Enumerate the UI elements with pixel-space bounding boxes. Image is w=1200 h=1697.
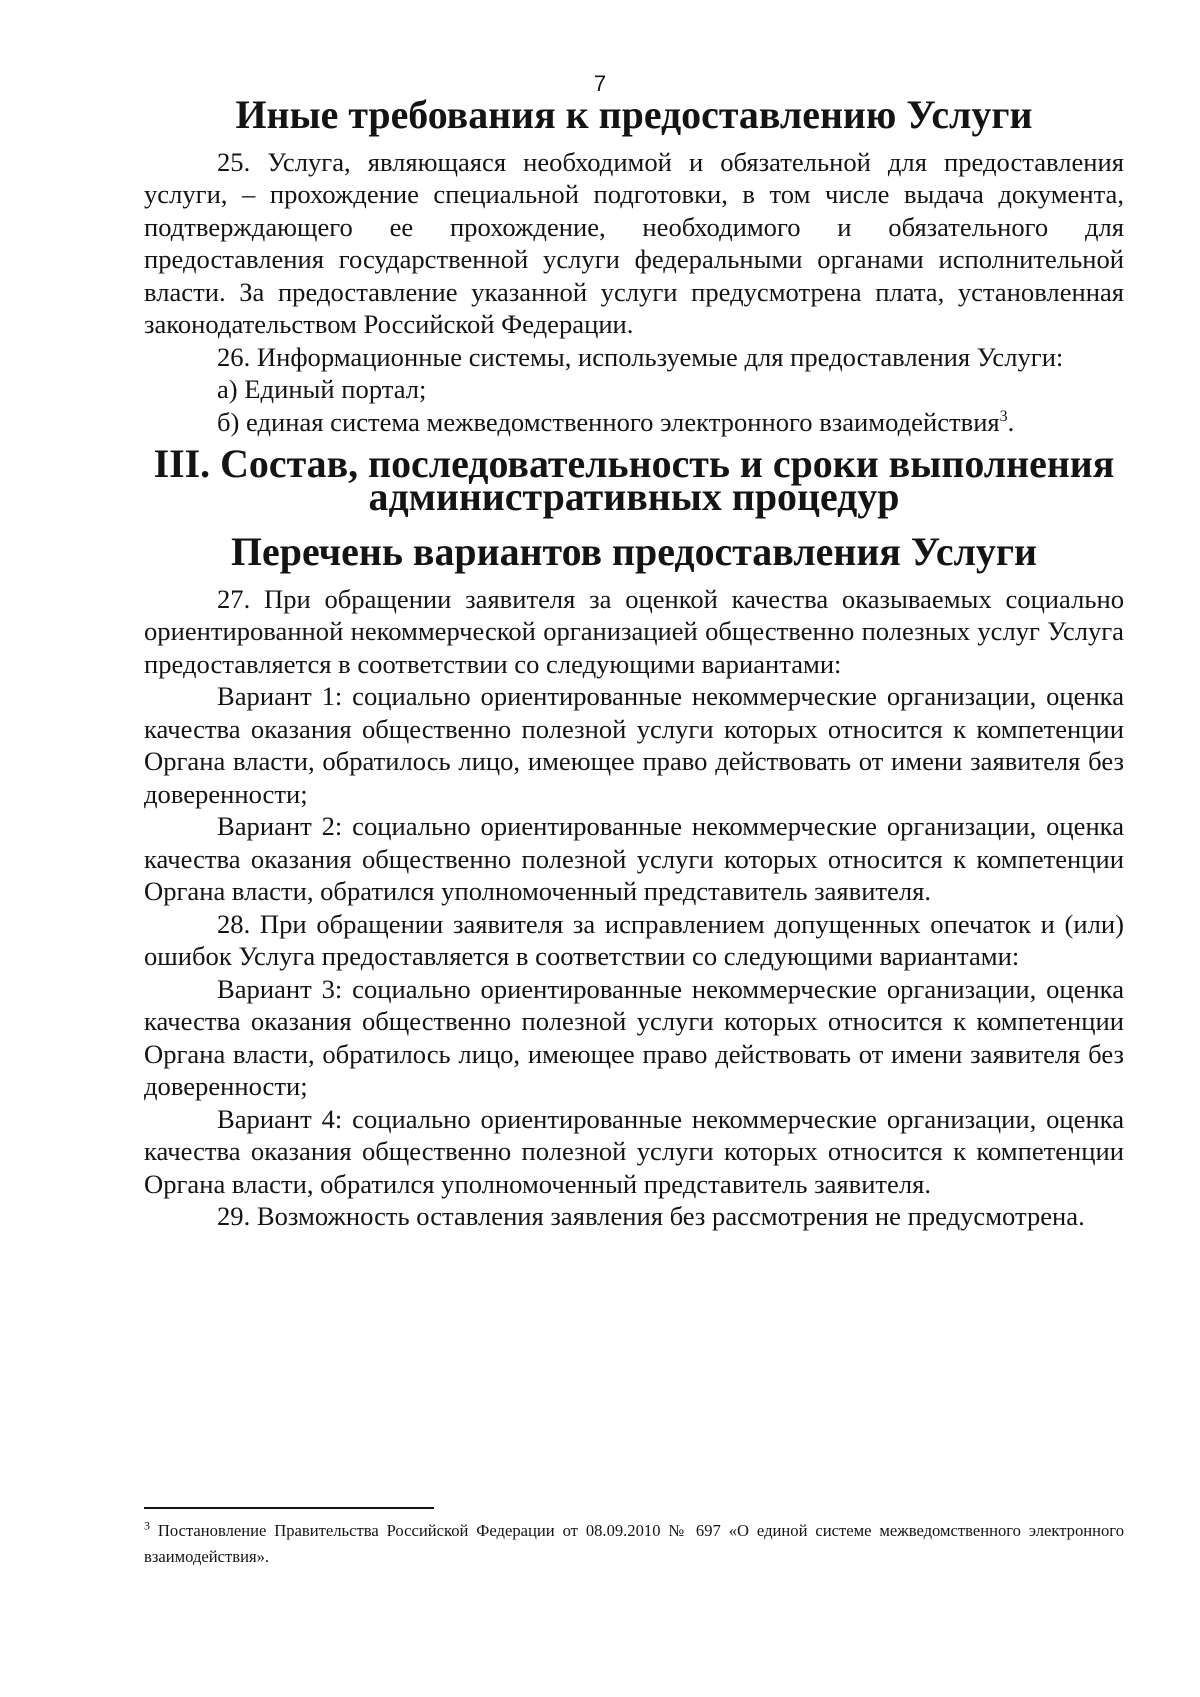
paragraph-26-item-b-end: .	[1007, 406, 1015, 437]
subheading-variants: Перечень вариантов предоставления Услуги	[231, 529, 1037, 574]
paragraph-26-item-a: а) Единый портал;	[217, 374, 427, 404]
variant-3: Вариант 3: социально ориентированные некоммерческие организации, оценка качества оказания общественно полезной услуги которых относится к компетенции Органа власти, обратилось лицо, имеющее право действовать от имени заявителя без доверенности;	[144, 973, 1124, 1101]
paragraph-26-item-b-text: б) единая система межведомственного электронного взаимодействия	[217, 406, 1000, 437]
footnote-separator	[144, 1507, 434, 1509]
paragraph-26-item-b	[144, 406, 1124, 439]
page-content	[144, 92, 1124, 1233]
footnote-text: Постановление Правительства Российской Федерации от 08.09.2010 № 697 «О единой системе межведомственного электронного взаимодействия».	[144, 1521, 1124, 1566]
paragraph-27: 27. При обращении заявителя за оценкой качества оказываемых социально ориентированной некоммерческой организацией общественно полезных услуг Услуга предоставляется в соответствии со следующими вариантами:	[144, 583, 1124, 679]
page-number: 7	[593, 71, 607, 96]
variant-4: Вариант 4: социально ориентированные некоммерческие организации, оценка качества оказания общественно полезной услуги которых относится к компетенции Органа власти, обратился уполномоченный представитель заявителя.	[144, 1103, 1124, 1199]
footnote-marker: 3	[144, 1518, 150, 1533]
footnote	[144, 1518, 1124, 1570]
paragraph-26: 26. Информационные системы, используемые для предоставления Услуги:	[217, 341, 1064, 372]
paragraph-25: 25. Услуга, являющаяся необходимой и обязательной для предоставления услуги, – прохождение специальной подготовки, в том числе выдача документа, подтверждающего ее прохождение, необходимого и обязательного для предоставления государственной услуги федеральными органами исполнительной власти. За предоставление указанной услуги предусмотрена плата, установленная законодательством Российской Федерации.	[144, 146, 1124, 339]
paragraph-28: 28. При обращении заявителя за исправлением допущенных опечаток и (или) ошибок Услуга предоставляется в соответствии со следующими вариантами:	[144, 908, 1124, 971]
paragraph-29: 29. Возможность оставления заявления без рассмотрения не предусмотрена.	[217, 1201, 1085, 1231]
heading-other-requirements: Иные требования к предоставлению Услуги	[235, 92, 1033, 137]
footnote-reference: 3	[999, 407, 1008, 425]
variant-2: Вариант 2: социально ориентированные некоммерческие организации, оценка качества оказания общественно полезной услуги которых относится к компетенции Органа власти, обратился уполномоченный представитель заявителя.	[144, 811, 1124, 906]
variant-1: Вариант 1: социально ориентированные некоммерческие организации, оценка качества оказания общественно полезной услуги которых относится к компетенции Органа власти, обратилось лицо, имеющее право действовать от имени заявителя без доверенности;	[144, 681, 1124, 809]
section-heading: III. Состав, последовательность и сроки выполнения административных процедур	[153, 441, 1115, 519]
